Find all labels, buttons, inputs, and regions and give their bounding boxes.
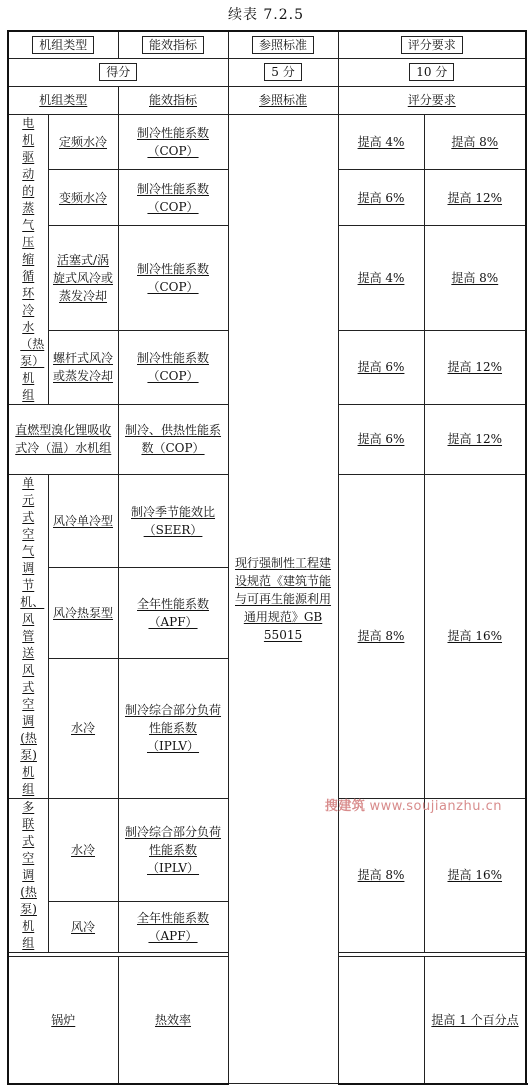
sub-unitary-heat-cell [48,567,118,659]
req-5pt: 提高 4% [357,134,405,149]
watermark-url: www.soujianzhu.cn [369,799,502,814]
group-boiler-cell [8,956,118,1084]
header2-reference: 参照标准 [259,93,308,107]
metric-name: 制冷综合部分负荷性能系数 [125,824,222,857]
header2-requirement-cell [338,86,526,114]
sub-vrf-air-cell [48,902,118,953]
group-electric: 电机驱动的蒸气压缩循环冷水（热泵）机组 [20,115,45,402]
sub-unitary-water-cell [48,659,118,798]
req2-cell [424,404,526,474]
header2-metric: 能效指标 [149,93,198,107]
energy-efficiency-table [7,30,527,1085]
req-5pt: 提高 6% [357,360,405,375]
sub-fixed-freq-cell [48,114,118,170]
sub-piston-cell [48,226,118,331]
req-5pt: 提高 8% [357,868,405,882]
group-vrf-cell [8,798,48,952]
req-10pt: 提高 16% [447,629,503,643]
group-unitary-cell [8,474,48,798]
header-reference: 参照标准 [252,36,314,54]
header-metric: 能效指标 [142,36,204,54]
metric-cell [118,902,228,953]
group-vrf: 多联式空调(热泵)机组 [20,799,37,950]
sub-var-freq: 变频水冷 [59,190,108,205]
group-absorption-cell [8,404,118,474]
header2-reference-cell [228,86,338,114]
metric-abbr: （APF） [148,928,198,943]
sub-piston: 活塞式/涡旋式风冷或蒸发冷却 [53,253,114,304]
req1-cell [338,170,424,226]
req-5pt: 提高 4% [357,271,405,286]
metric-cell [118,659,228,798]
sub-vrf-water: 水冷 [71,842,96,857]
req-10pt: 提高 16% [447,868,503,882]
metric-cell [118,114,228,170]
metric-cell [118,226,228,331]
req-5pt: 提高 6% [357,432,405,446]
header-metric-cell [118,31,228,58]
score-row [8,58,526,86]
header-row-boxed [8,31,526,58]
boiler-reference-empty-cell [338,956,424,1084]
req1-cell [338,331,424,404]
metric-cell [118,170,228,226]
watermark [325,795,502,814]
metric-name: 全年性能系数 [137,597,210,612]
table-caption: 续表 7.2.5 [227,7,305,23]
metric-abbr: （IPLV） [147,739,200,754]
metric-cell [118,956,228,1084]
req1-cell [338,114,424,170]
header-row [8,86,526,114]
table-row [8,114,526,170]
sub-vrf-water-cell [48,798,118,902]
sub-fixed-freq: 定频水冷 [59,134,108,149]
req1-cell [338,404,424,474]
sub-var-freq-cell [48,170,118,226]
req1-cell [424,956,526,1084]
header-reference-cell [228,31,338,58]
sub-unitary-air: 风冷单冷型 [53,513,114,528]
header-unit-type-cell [8,31,118,58]
group-boiler: 锅炉 [51,1012,76,1027]
req-10pt: 提高 8% [451,271,499,286]
req-5pt: 提高 1 个百分点 [431,1012,519,1027]
watermark-brand: 搜建筑 [324,799,366,814]
metric-cell [118,798,228,902]
score-label-cell [8,58,228,86]
metric-name: 热效率 [155,1012,192,1027]
score-req-value: 10 分 [409,63,454,81]
group-unitary: 单元式空气调节机、风管送风式空调(热泵)机组 [20,475,45,796]
metric-cell [118,474,228,567]
sub-unitary-heat: 风冷热泵型 [53,606,114,621]
metric-name: 制冷性能系数 [137,351,210,366]
req2-cell [424,798,526,952]
score-label: 得分 [99,63,137,81]
metric-abbr: （COP） [147,369,199,384]
req1-cell [338,798,424,952]
metric-name: 制冷性能系数 [137,125,210,140]
sub-screw: 螺杆式风冷或蒸发冷却 [53,351,114,384]
header-requirement: 评分要求 [401,36,463,54]
req-10pt: 提高 12% [447,190,503,205]
metric-name: 制冷综合部分负荷性能系数 [125,703,222,736]
req1-cell [338,474,424,798]
group-electric-cell [8,114,48,404]
metric-cell [118,331,228,404]
sub-screw-cell [48,331,118,404]
sub-unitary-water: 水冷 [71,721,96,736]
header2-unit-type: 机组类型 [39,93,88,107]
score-ref-cell [228,58,338,86]
metric-abbr: （IPLV） [147,860,200,875]
metric-abbr: （COP） [147,280,199,295]
req-10pt: 提高 8% [451,134,499,149]
req2-cell [424,170,526,226]
req1-cell [338,226,424,331]
header2-unit-type-cell [8,86,118,114]
metric-abbr: （APF） [148,615,198,630]
group-absorption: 直燃型溴化锂吸收式冷（温）水机组 [15,423,112,455]
header2-requirement: 评分要求 [407,93,456,107]
reference-standard: 现行强制性工程建设规范《建筑节能与可再生能源利用通用规范》GB 55015 [235,555,332,642]
req2-cell [424,474,526,798]
req2-cell [424,114,526,170]
req-10pt: 提高 12% [447,432,503,446]
req-5pt: 提高 8% [357,629,405,643]
metric-cell [118,404,228,474]
metric-abbr: （COP） [147,143,199,158]
score-ref-value: 5 分 [264,63,301,81]
metric-name: 制冷、供热性能系数（COP） [125,423,222,455]
metric-name: 制冷性能系数 [137,262,210,277]
metric-cell [118,567,228,659]
metric-abbr: （COP） [147,199,199,214]
req-10pt: 提高 12% [447,360,503,375]
sub-vrf-air: 风冷 [71,919,96,934]
req2-cell [424,331,526,404]
sub-unitary-air-cell [48,474,118,567]
req2-cell [424,226,526,331]
header-requirement-cell [338,31,526,58]
metric-name: 全年性能系数 [137,910,210,925]
req-5pt: 提高 6% [357,190,405,205]
score-req-cell [338,58,526,86]
header2-metric-cell [118,86,228,114]
metric-name: 制冷季节能效比（SEER） [131,504,216,537]
header-unit-type: 机组类型 [32,36,94,54]
metric-name: 制冷性能系数 [137,181,210,196]
reference-standard-cell [228,114,338,1084]
